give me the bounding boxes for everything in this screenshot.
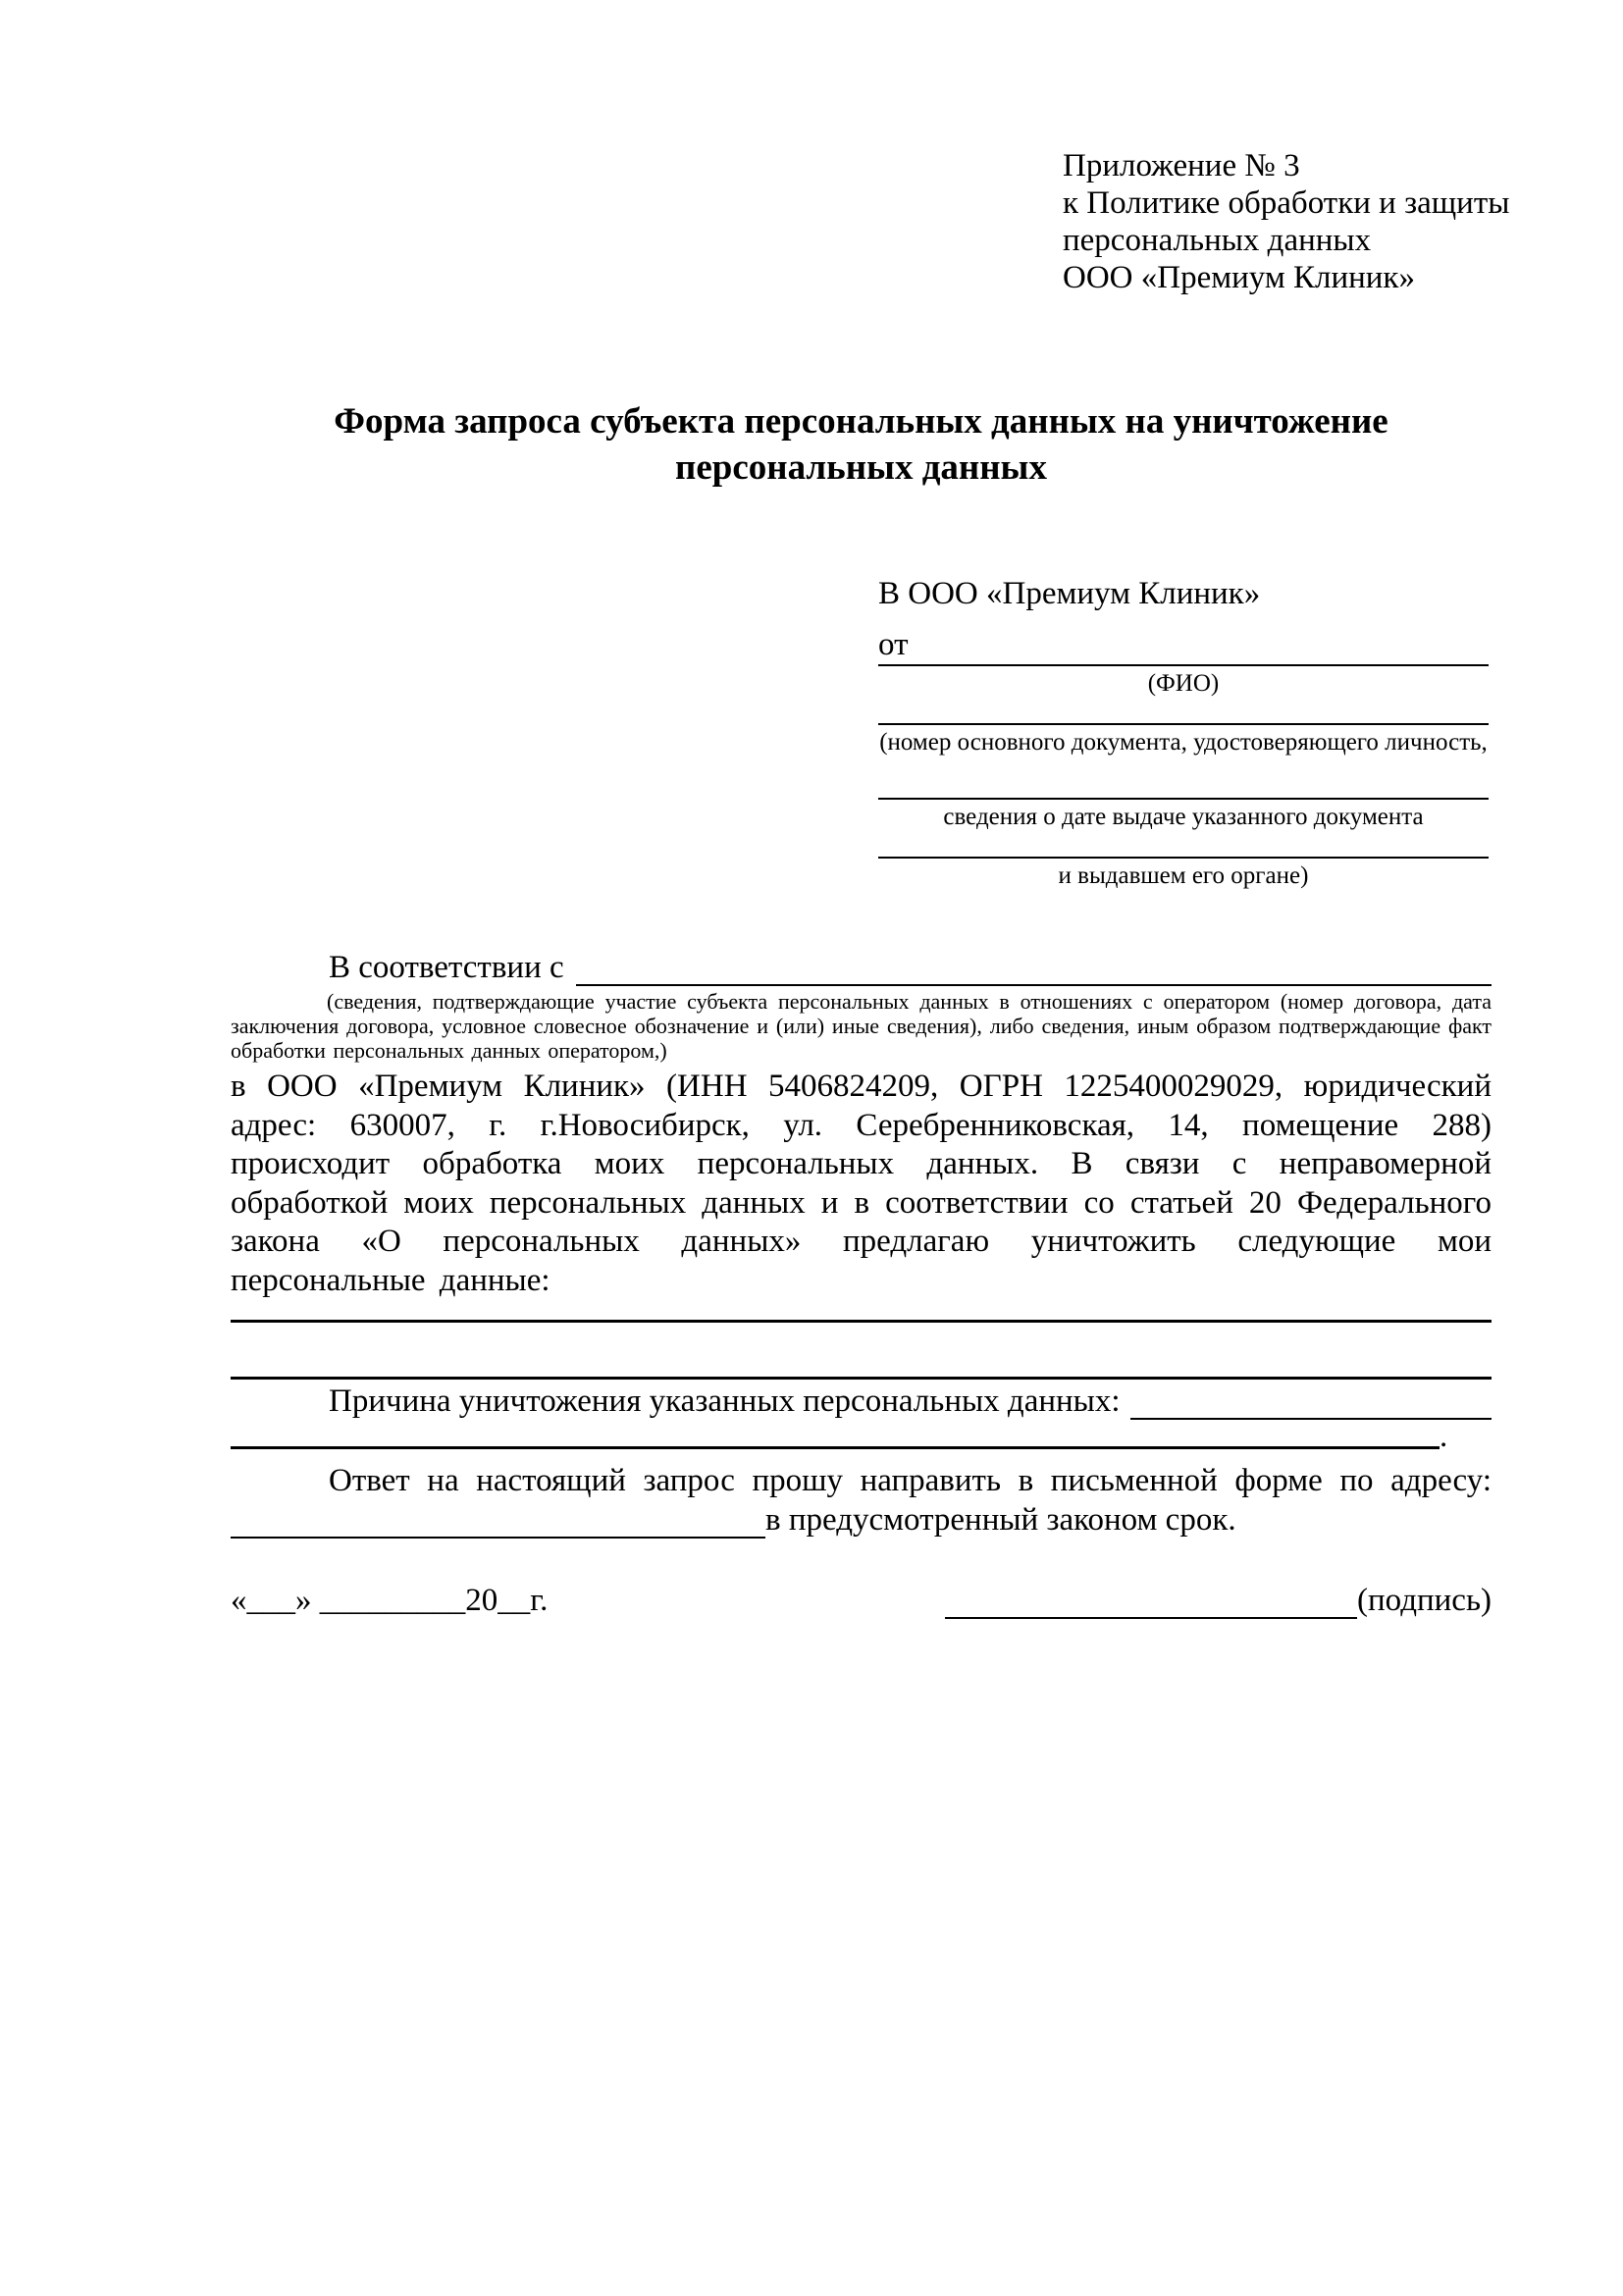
appendix-header-line-1: Приложение № 3 bbox=[1063, 148, 1300, 183]
signature-caption: (подпись) bbox=[1357, 1583, 1492, 1618]
appendix-header-line-3: персональных данных bbox=[1063, 223, 1372, 258]
response-request-paragraph: Ответ на настоящий запрос прошу направить в письменной форме по адресу: bbox=[329, 1463, 1492, 1498]
appendix-header-line-2: к Политике обработки и защиты bbox=[1063, 185, 1510, 221]
document-title-line-2: персональных данных bbox=[675, 447, 1047, 488]
reason-field-line-2 bbox=[231, 1446, 1440, 1449]
fio-caption: (ФИО) bbox=[1147, 670, 1220, 697]
response-tail-text: в предусмотренный законом срок. bbox=[765, 1502, 1236, 1538]
document-title-line-1: Форма запроса субъекта персональных данных на уничтожение bbox=[334, 401, 1388, 442]
addressee-organization: В ООО «Премиум Клиник» bbox=[878, 576, 1261, 611]
accordance-label: В соответствии с bbox=[329, 950, 564, 985]
accordance-row bbox=[231, 947, 1492, 986]
document-number-field-line bbox=[878, 698, 1489, 725]
addressee-block bbox=[878, 574, 1489, 890]
reason-row bbox=[231, 1380, 1492, 1420]
response-tail-row bbox=[231, 1500, 1492, 1539]
reason-label: Причина уничтожения указанных персональных данных: bbox=[329, 1383, 1121, 1419]
body-block bbox=[231, 947, 1492, 1619]
from-label: от bbox=[878, 627, 909, 662]
issuing-authority-field-line bbox=[878, 831, 1489, 859]
accordance-field-line bbox=[576, 984, 1492, 986]
issuing-authority-caption: и выдавшем его органе) bbox=[1058, 862, 1309, 889]
line-terminator: . bbox=[1440, 1419, 1448, 1454]
issue-date-caption: сведения о дате выдаче указанного документа bbox=[943, 804, 1424, 830]
signature-row bbox=[231, 1580, 1492, 1619]
reason-continuation-row bbox=[231, 1419, 1492, 1454]
document-title bbox=[231, 398, 1492, 491]
appendix-header bbox=[1063, 147, 1509, 296]
personal-data-field-line-1 bbox=[231, 1300, 1492, 1323]
date-field: «___» _________20__г. bbox=[231, 1583, 549, 1618]
signature-group bbox=[945, 1583, 1492, 1619]
issue-date-field-line bbox=[878, 757, 1489, 800]
signature-field-line bbox=[945, 1617, 1357, 1619]
reason-field-line bbox=[1130, 1418, 1492, 1420]
document-number-caption: (номер основного документа, удостоверяющего личность, bbox=[879, 729, 1488, 756]
address-field-line bbox=[231, 1537, 765, 1539]
personal-data-field-line-2 bbox=[231, 1323, 1492, 1380]
main-paragraph: в ООО «Премиум Клиник» (ИНН 5406824209, ОГРН 1225400029029, юридический адрес: 630007, г. г.Новосибирск, ул. Серебренниковская, 14, помещение 288) происходит обработка моих персональных данных. В связи с неправомерной обработкой моих персональных данных и в соответствии со статьей 20 Федерального закона «О персональных данных» предлагаю уничтожить следующие мои персональные данные: bbox=[231, 1069, 1492, 1298]
from-field-line bbox=[878, 625, 1489, 666]
accordance-note: (сведения, подтверждающие участие субъекта персональных данных в отношениях с оператором (номер договора, дата заключения договора, условное словесное обозначение и (или) иные сведения), либо сведения, иным образом подтверждающие факт обработки персональных данных оператором,) bbox=[231, 989, 1492, 1063]
appendix-header-line-4: ООО «Премиум Клиник» bbox=[1063, 260, 1415, 295]
